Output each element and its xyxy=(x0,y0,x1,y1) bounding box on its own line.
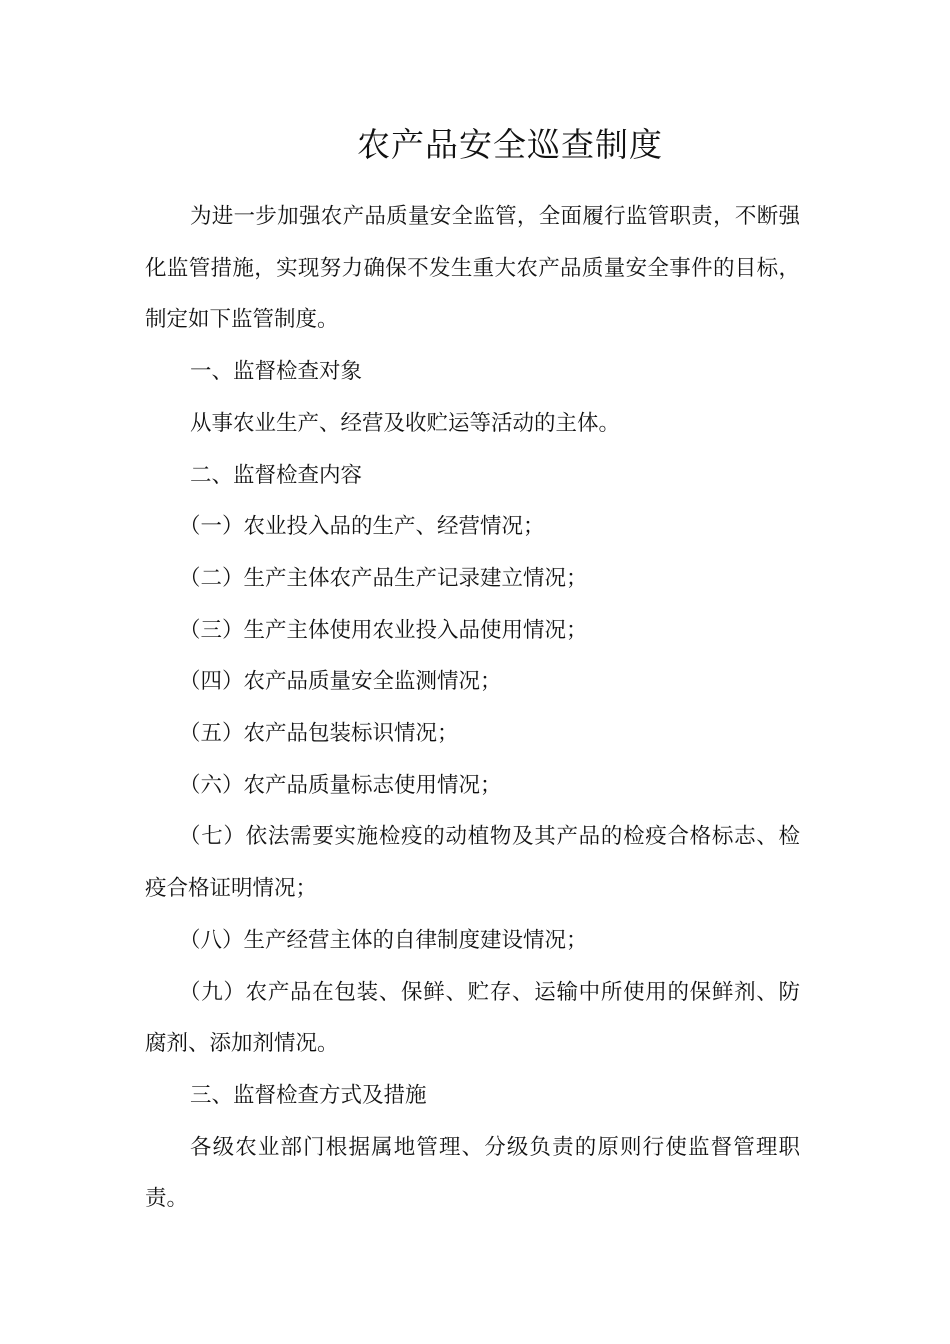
document-title: 农产品安全巡查制度 xyxy=(357,125,663,164)
list-item-7: （七）依法需要实施检疫的动植物及其产品的检疫合格标志、检疫合格证明情况； xyxy=(145,824,800,902)
list-item-5: （五）农产品包装标识情况； xyxy=(179,721,459,747)
list-item-6: （六）农产品质量标志使用情况； xyxy=(179,772,502,798)
section-paragraph-1: 从事农业生产、经营及收贮运等活动的主体。 xyxy=(190,410,621,436)
section-heading-1: 一、监督检查对象 xyxy=(190,359,363,385)
section-heading-3: 三、监督检查方式及措施 xyxy=(190,1082,427,1108)
intro-paragraph: 为进一步加强农产品质量安全监管，全面履行监管职责，不断强化监管措施，实现努力确保不发生重大农产品质量安全事件的目标，制定如下监管制度。 xyxy=(145,204,800,333)
list-item-9: （九）农产品在包装、保鲜、贮存、运输中所使用的保鲜剂、防腐剂、添加剂情况。 xyxy=(145,979,800,1057)
list-item-4: （四）农产品质量安全监测情况； xyxy=(179,669,502,695)
section-paragraph-3: 各级农业部门根据属地管理、分级负责的原则行使监督管理职责。 xyxy=(145,1134,800,1212)
section-heading-2: 二、监督检查内容 xyxy=(190,462,363,488)
list-item-3: （三）生产主体使用农业投入品使用情况； xyxy=(179,617,588,643)
list-item-2: （二）生产主体农产品生产记录建立情况； xyxy=(179,565,588,591)
document-body xyxy=(145,191,800,1225)
list-item-1: （一）农业投入品的生产、经营情况； xyxy=(179,514,545,540)
list-item-8: （八）生产经营主体的自律制度建设情况； xyxy=(179,927,588,953)
